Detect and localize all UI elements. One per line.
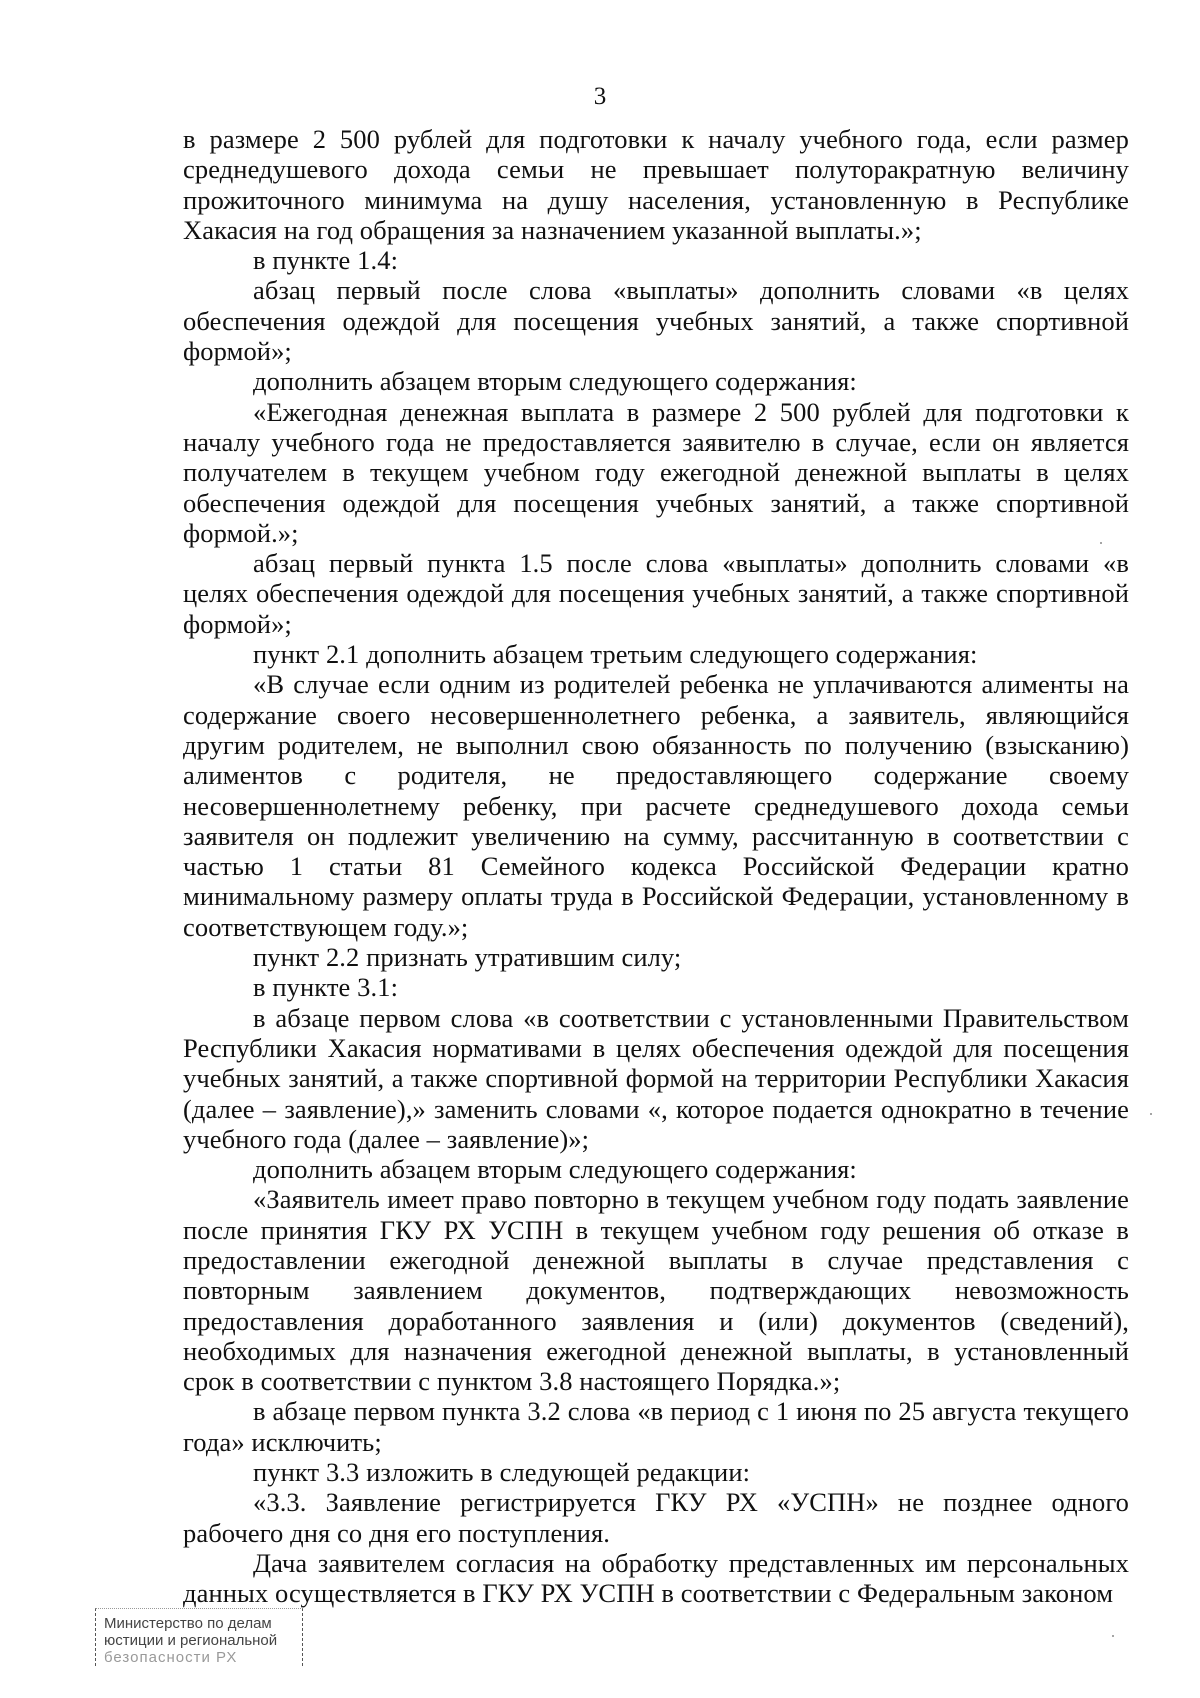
paragraph: Дача заявителем согласия на обработку представленных им персональных данных осуществляется в ГКУ РХ УСПН в соответствии с Федеральным законом	[183, 1547, 1129, 1609]
paragraph: пункт 2.2 признать утратившим силу;	[253, 942, 682, 973]
paragraph: в абзаце первом слова «в соответствии с установленными Правительством Республики Хакасия нормативами в целях обеспечения одеждой для посещения учебных занятий, а также спортивной формой на территории Республики Хакасия (далее – заявление),» заменить словами «, которое подается однократно в течение учебного года (далее – заявление)»;	[183, 1002, 1129, 1154]
paragraph: дополнить абзацем вторым следующего содержания:	[253, 1154, 857, 1185]
paragraph-continuation: в размере 2 500 рублей для подготовки к началу учебного года, если размер среднедушевого дохода семьи не превышает полуторакратную величину прожиточного минимума на душу населения, установленную в Республике Хакасия на год обращения за назначением указанной выплаты.»;	[183, 124, 1129, 245]
paragraph: пункт 3.3 изложить в следующей редакции:	[253, 1457, 751, 1488]
paragraph: «Ежегодная денежная выплата в размере 2 500 рублей для подготовки к началу учебного года не предоставляется заявителю в случае, если он является получателем в текущем учебном году ежегодной денежной выплаты в целях обеспечения одеждой для посещения учебных занятий, а также спортивной формой.»;	[183, 396, 1129, 548]
paragraph: в пункте 1.4:	[253, 245, 399, 276]
paragraph: «Заявитель имеет право повторно в текущем учебном году подать заявление после принятия ГКУ РХ УСПН в текущем учебном году решения об отказе в предоставлении ежегодной денежной выплаты в случае представления с повторным заявлением документов, подтверждающих невозможность предоставления доработанного заявления и (или) документов (сведений), необходимых для назначения ежегодной денежной выплаты, в установленный срок в соответствии с пунктом 3.8 настоящего Порядка.»;	[183, 1184, 1129, 1397]
stamp-line: безопасности РХ	[104, 1649, 238, 1666]
paragraph: дополнить абзацем вторым следующего содержания:	[253, 366, 857, 397]
page-number: 3	[593, 83, 607, 110]
stamp-line: Министерство по делам	[104, 1615, 272, 1632]
scan-speck	[1112, 1635, 1114, 1637]
document-body	[183, 124, 1129, 1609]
scan-speck	[1150, 1113, 1152, 1115]
paragraph: пункт 2.1 дополнить абзацем третьим следующего содержания:	[253, 639, 978, 670]
ministry-stamp	[95, 1608, 303, 1666]
paragraph: абзац первый пункта 1.5 после слова «выплаты» дополнить словами «в целях обеспечения одеждой для посещения учебных занятий, а также спортивной формой»;	[183, 548, 1129, 639]
stamp-line: юстиции и региональной	[104, 1632, 278, 1649]
paragraph: «В случае если одним из родителей ребенка не уплачиваются алименты на содержание своего несовершеннолетнего ребенка, а заявитель, являющийся другим родителем, не выполнил свою обязанность по получению (взысканию) алиментов с родителя, не предоставляющего содержание своему несовершеннолетнему ребенку, при расчете среднедушевого дохода семьи заявителя он подлежит увеличению на сумму, рассчитанную в соответствии с частью 1 статьи 81 Семейного кодекса Российской Федерации кратно минимальному размеру оплаты труда в Российской Федерации, установленному в соответствующем году.»;	[183, 669, 1129, 942]
paragraph: в абзаце первом пункта 3.2 слова «в период с 1 июня по 25 августа текущего года» исключить;	[183, 1396, 1129, 1457]
scan-speck	[1100, 542, 1102, 544]
paragraph: «3.3. Заявление регистрируется ГКУ РХ «УСПН» не позднее одного рабочего дня со дня его поступления.	[183, 1487, 1129, 1548]
paragraph: в пункте 3.1:	[253, 972, 399, 1003]
paragraph: абзац первый после слова «выплаты» дополнить словами «в целях обеспечения одеждой для посещения учебных занятий, а также спортивной формой»;	[183, 275, 1129, 367]
